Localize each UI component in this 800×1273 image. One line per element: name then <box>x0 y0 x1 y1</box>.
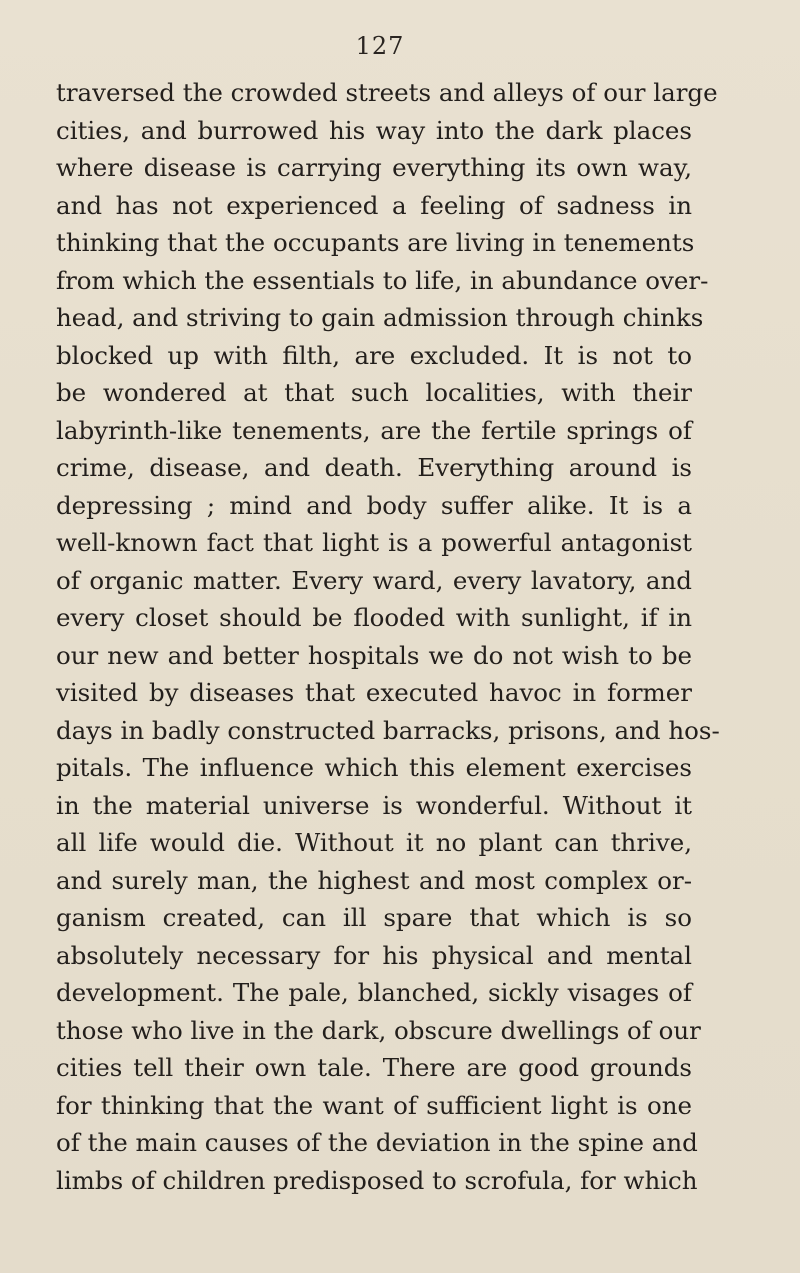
text-line: blocked up with filth, are excluded. It is not to <box>56 340 692 370</box>
text-line: development. The pale, blanched, sickly visages of <box>56 978 692 1007</box>
text-line: head, and striving to gain admission through chinks <box>56 303 704 332</box>
text-line: of organic matter. Every ward, every lavatory, and <box>56 565 692 595</box>
page-number: 127 <box>355 32 405 60</box>
text-line: absolutely necessary for his physical and mental <box>56 940 692 970</box>
text-line: be wondered at that such localities, with their <box>56 378 692 407</box>
text-line: limbs of children predisposed to scrofula, for which <box>56 1165 698 1195</box>
text-line: crime, disease, and death. Everything around is <box>56 453 692 482</box>
body-text <box>56 74 720 1199</box>
text-line: ganism created, can ill spare that which is so <box>56 903 692 932</box>
text-line: every closet should be flooded with sunlight, if in <box>56 603 692 632</box>
text-line: all life would die. Without it no plant can thrive, <box>56 828 692 857</box>
text-line: well-known fact that light is a powerful antagonist <box>56 528 692 557</box>
text-line: from which the essentials to life, in abundance over- <box>56 265 709 295</box>
text-line: traversed the crowded streets and alleys of our large <box>56 78 718 107</box>
text-line: labyrinth-like tenements, are the fertile springs of <box>56 415 692 445</box>
text-line: and has not experienced a feeling of sadness in <box>56 190 692 220</box>
text-line: cities, and burrowed his way into the dark places <box>56 115 692 145</box>
text-line: thinking that the occupants are living in tenements <box>56 228 695 257</box>
text-line: and surely man, the highest and most complex or- <box>56 865 692 895</box>
text-line: where disease is carrying everything its own way, <box>56 153 692 182</box>
text-line: those who live in the dark, obscure dwellings of our <box>56 1015 701 1045</box>
text-line: for thinking that the want of sufficient light is one <box>56 1090 692 1120</box>
text-line: pitals. The influence which this element exercises <box>56 753 692 782</box>
text-line: cities tell their own tale. There are good grounds <box>56 1053 692 1082</box>
text-line: visited by diseases that executed havoc in former <box>56 678 692 707</box>
text-line: in the material universe is wonderful. Without it <box>56 790 692 820</box>
text-line: days in badly constructed barracks, prisons, and hos- <box>56 715 720 745</box>
text-line: depressing ; mind and body suffer alike. It is a <box>56 490 692 520</box>
text-line: of the main causes of the deviation in the spine and <box>56 1128 698 1157</box>
text-line: our new and better hospitals we do not wish to be <box>56 640 692 670</box>
